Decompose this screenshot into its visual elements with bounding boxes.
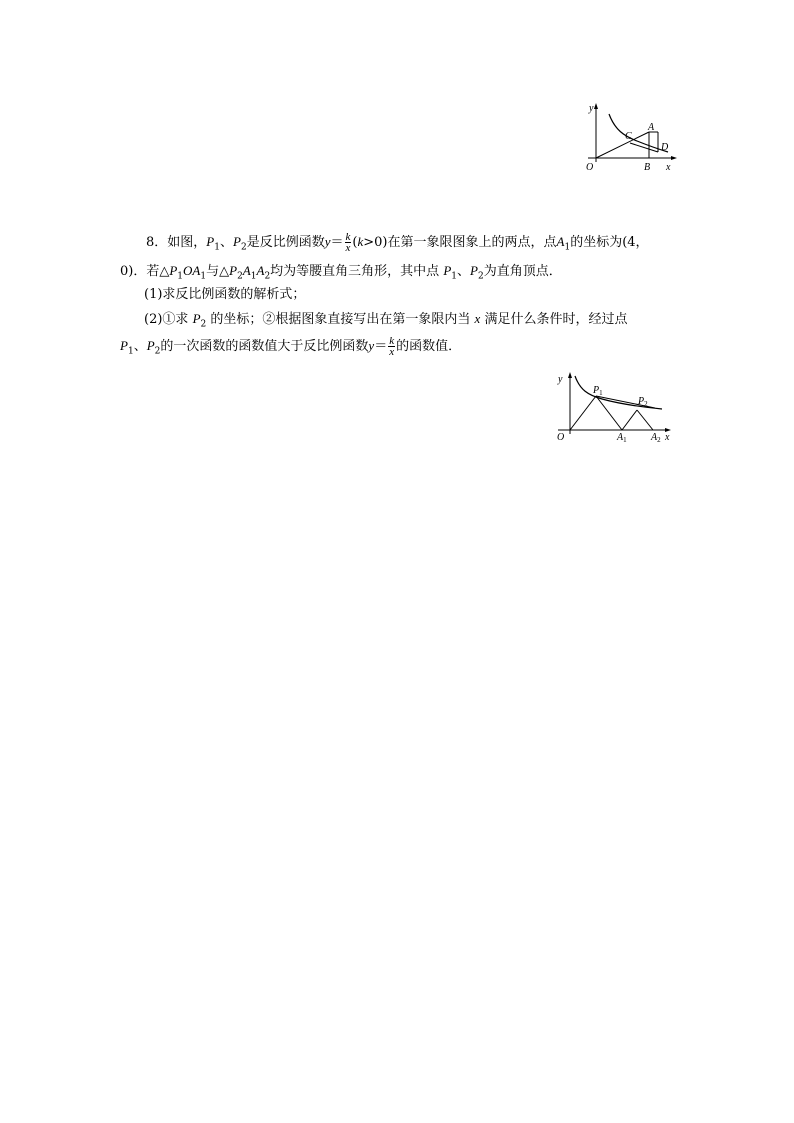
question-1: (1)求反比例函数的解析式；	[144, 287, 306, 302]
label-A2: $A_2$	[651, 432, 661, 444]
x-axis-arrow-icon	[671, 156, 677, 160]
hyperbola-curve	[609, 114, 668, 152]
label-O: O	[557, 432, 565, 443]
label-A: A	[648, 122, 655, 133]
label-C: C	[625, 131, 632, 142]
question-2-cont: $P_1$、$P_2$的一次函数的函数值大于反比例函数y＝ $\frac{k}{x}$ 的函数值．	[120, 335, 462, 358]
label-x: x	[665, 432, 670, 443]
segment-P2A2	[637, 410, 653, 430]
fraction-k-over-x-2: $\frac{k}{x}$	[389, 335, 395, 358]
segment-OA	[596, 132, 649, 158]
figure-2-graph	[550, 368, 680, 444]
problem-line-1: 8．如图，$P_1$、$P_2$是反比例函数y＝ $\frac{k}{x}$ (k>0)在第一象限图象上的两点，点$A_1$的坐标为(4，	[146, 231, 649, 254]
problem-line-2: 0)．若$\triangle P_1OA_1$与$\triangle P_2A_1A_2$均为等腰直角三角形，其中点 $P_1$、$P_2$为直角顶点．	[120, 263, 562, 282]
label-P1: $P_1$	[593, 385, 603, 397]
label-x: x	[666, 162, 671, 172]
label-P2: $P_2$	[638, 396, 648, 408]
question-2: (2)①求 $P_2$ 的坐标；②根据图象直接写出在第一象限内当 x 满足什么条件时，经过点	[144, 311, 628, 330]
label-O: O	[586, 162, 594, 172]
label-B: B	[644, 162, 651, 172]
y-axis-arrow-icon	[594, 103, 598, 109]
fraction-k-over-x: $\frac{k}{x}$	[345, 231, 351, 254]
label-A1: $A_1$	[617, 432, 627, 444]
label-y: y	[558, 374, 563, 385]
figure-1-graph	[582, 100, 682, 172]
segment-OP1	[570, 396, 596, 430]
segment-A1P2	[622, 410, 637, 430]
hyperbola-curve	[575, 376, 662, 409]
label-y: y	[589, 103, 594, 114]
label-D: D	[661, 142, 669, 153]
y-axis-arrow-icon	[568, 372, 572, 378]
